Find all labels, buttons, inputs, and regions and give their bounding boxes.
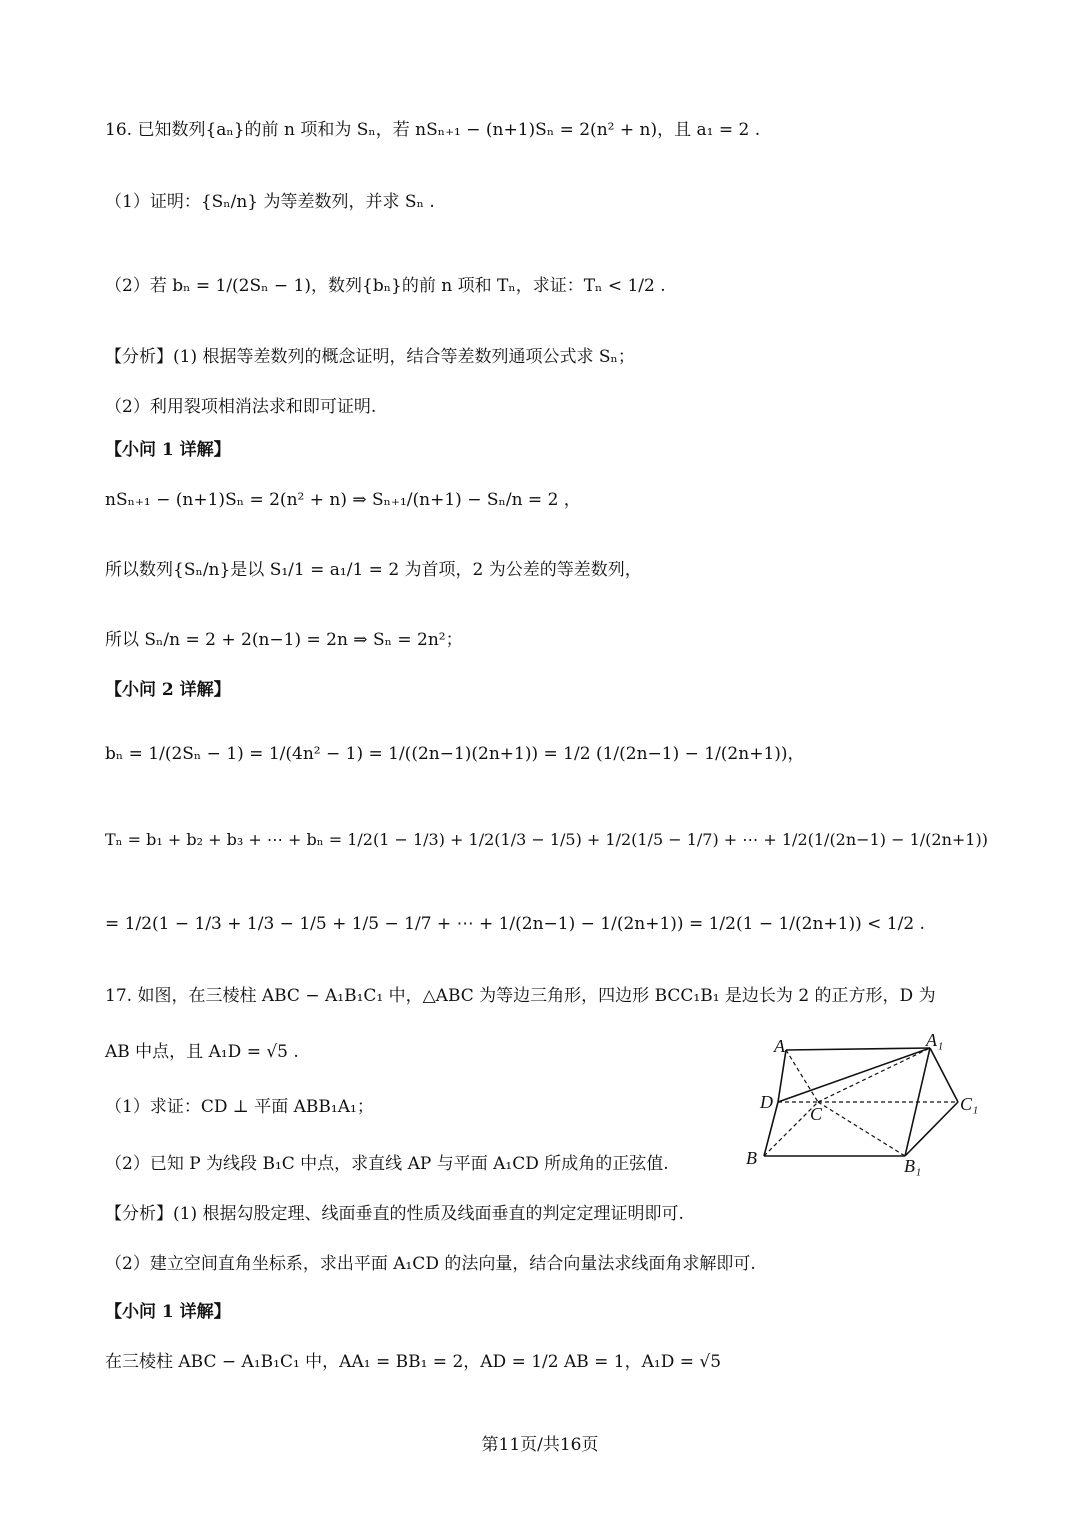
edge-A-A1 [786,1048,930,1050]
sub-question-1-heading: 【小问 1 详解】 [105,440,231,460]
sub-question-2-heading: 【小问 2 详解】 [105,680,231,700]
edge-A-D [778,1050,786,1102]
edge-C1-B1 [905,1102,958,1156]
solution-16-tn: Tₙ = b₁ + b₂ + b₃ + ⋯ + bₙ = 1/2(1 − 1/3) + 1/2(1/3 − 1/5) + 1/2(1/5 − 1/7) + ⋯ + 1/2(1/(2n−1) − 1/(2n+1)) [105,830,988,849]
problem-17-part2: （2）已知 P 为线段 B₁C 中点，求直线 AP 与平面 A₁CD 所成角的正弦值. [105,1154,669,1174]
problem-17-part1: （1）求证：CD ⊥ 平面 ABB₁A₁； [105,1097,374,1117]
sub-question-1-heading-17: 【小问 1 详解】 [105,1302,231,1322]
analysis-16-part2: （2）利用裂项相消法求和即可证明. [105,397,377,417]
label-B1: B₁ [904,1156,922,1176]
prism-figure [740,1030,990,1180]
problem-17-statement-cont: AB 中点，且 A₁D = √5 . [105,1042,299,1062]
analysis-17-part2: （2）建立空间直角坐标系，求出平面 A₁CD 的法向量，结合向量法求线面角求解即可. [105,1254,756,1274]
problem-16-part2: （2）若 bₙ = 1/(2Sₙ − 1)，数列{bₙ}的前 n 项和 Tₙ，求证：Tₙ < 1/2 . [105,276,666,296]
segment-C-B1-hidden [818,1102,905,1156]
solution-16-step2: 所以数列{Sₙ/n}是以 S₁/1 = a₁/1 = 2 为首项，2 为公差的等差数列， [105,560,642,580]
label-A: A [774,1036,785,1056]
analysis-17-part1: 【分析】(1) 根据勾股定理、线面垂直的性质及线面垂直的判定定理证明即可. [105,1204,684,1224]
problem-16-part1: （1）证明：{Sₙ/n} 为等差数列，并求 Sₙ . [105,192,435,212]
segment-C-A1-hidden [818,1048,930,1102]
problem-17-statement: 17. 如图，在三棱柱 ABC − A₁B₁C₁ 中，△ABC 为等边三角形，四边形 BCC₁B₁ 是边长为 2 的正方形，D 为 [105,986,936,1006]
label-C: C [810,1104,823,1124]
page-footer: 第11页/共16页 [481,1435,599,1455]
label-B: B [746,1148,757,1168]
label-C1: C₁ [960,1094,979,1114]
solution-17-step1: 在三棱柱 ABC − A₁B₁C₁ 中，AA₁ = BB₁ = 2，AD = 1/2 AB = 1，A₁D = √5 [105,1352,722,1372]
edge-A1-C1 [930,1048,958,1102]
solution-16-step3: 所以 Sₙ/n = 2 + 2(n−1) = 2n ⇒ Sₙ = 2n²； [105,630,463,650]
label-D: D [760,1092,773,1112]
solution-16-bn: bₙ = 1/(2Sₙ − 1) = 1/(4n² − 1) = 1/((2n−1)(2n+1)) = 1/2 (1/(2n−1) − 1/(2n+1))， [105,744,805,764]
label-A1: A₁ [926,1030,944,1050]
problem-16-statement: 16. 已知数列{aₙ}的前 n 项和为 Sₙ，若 nSₙ₊₁ − (n+1)Sₙ = 2(n² + n)，且 a₁ = 2 . [105,120,761,140]
analysis-16-part1: 【分析】(1) 根据等差数列的概念证明，结合等差数列通项公式求 Sₙ； [105,347,635,367]
solution-16-conclusion: = 1/2(1 − 1/3 + 1/3 − 1/5 + 1/5 − 1/7 + ⋯ + 1/(2n−1) − 1/(2n+1)) = 1/2(1 − 1/(2n+1)) < 1/2 . [105,914,925,934]
solution-16-step1: nSₙ₊₁ − (n+1)Sₙ = 2(n² + n) ⇒ Sₙ₊₁/(n+1) − Sₙ/n = 2 ， [105,490,581,510]
